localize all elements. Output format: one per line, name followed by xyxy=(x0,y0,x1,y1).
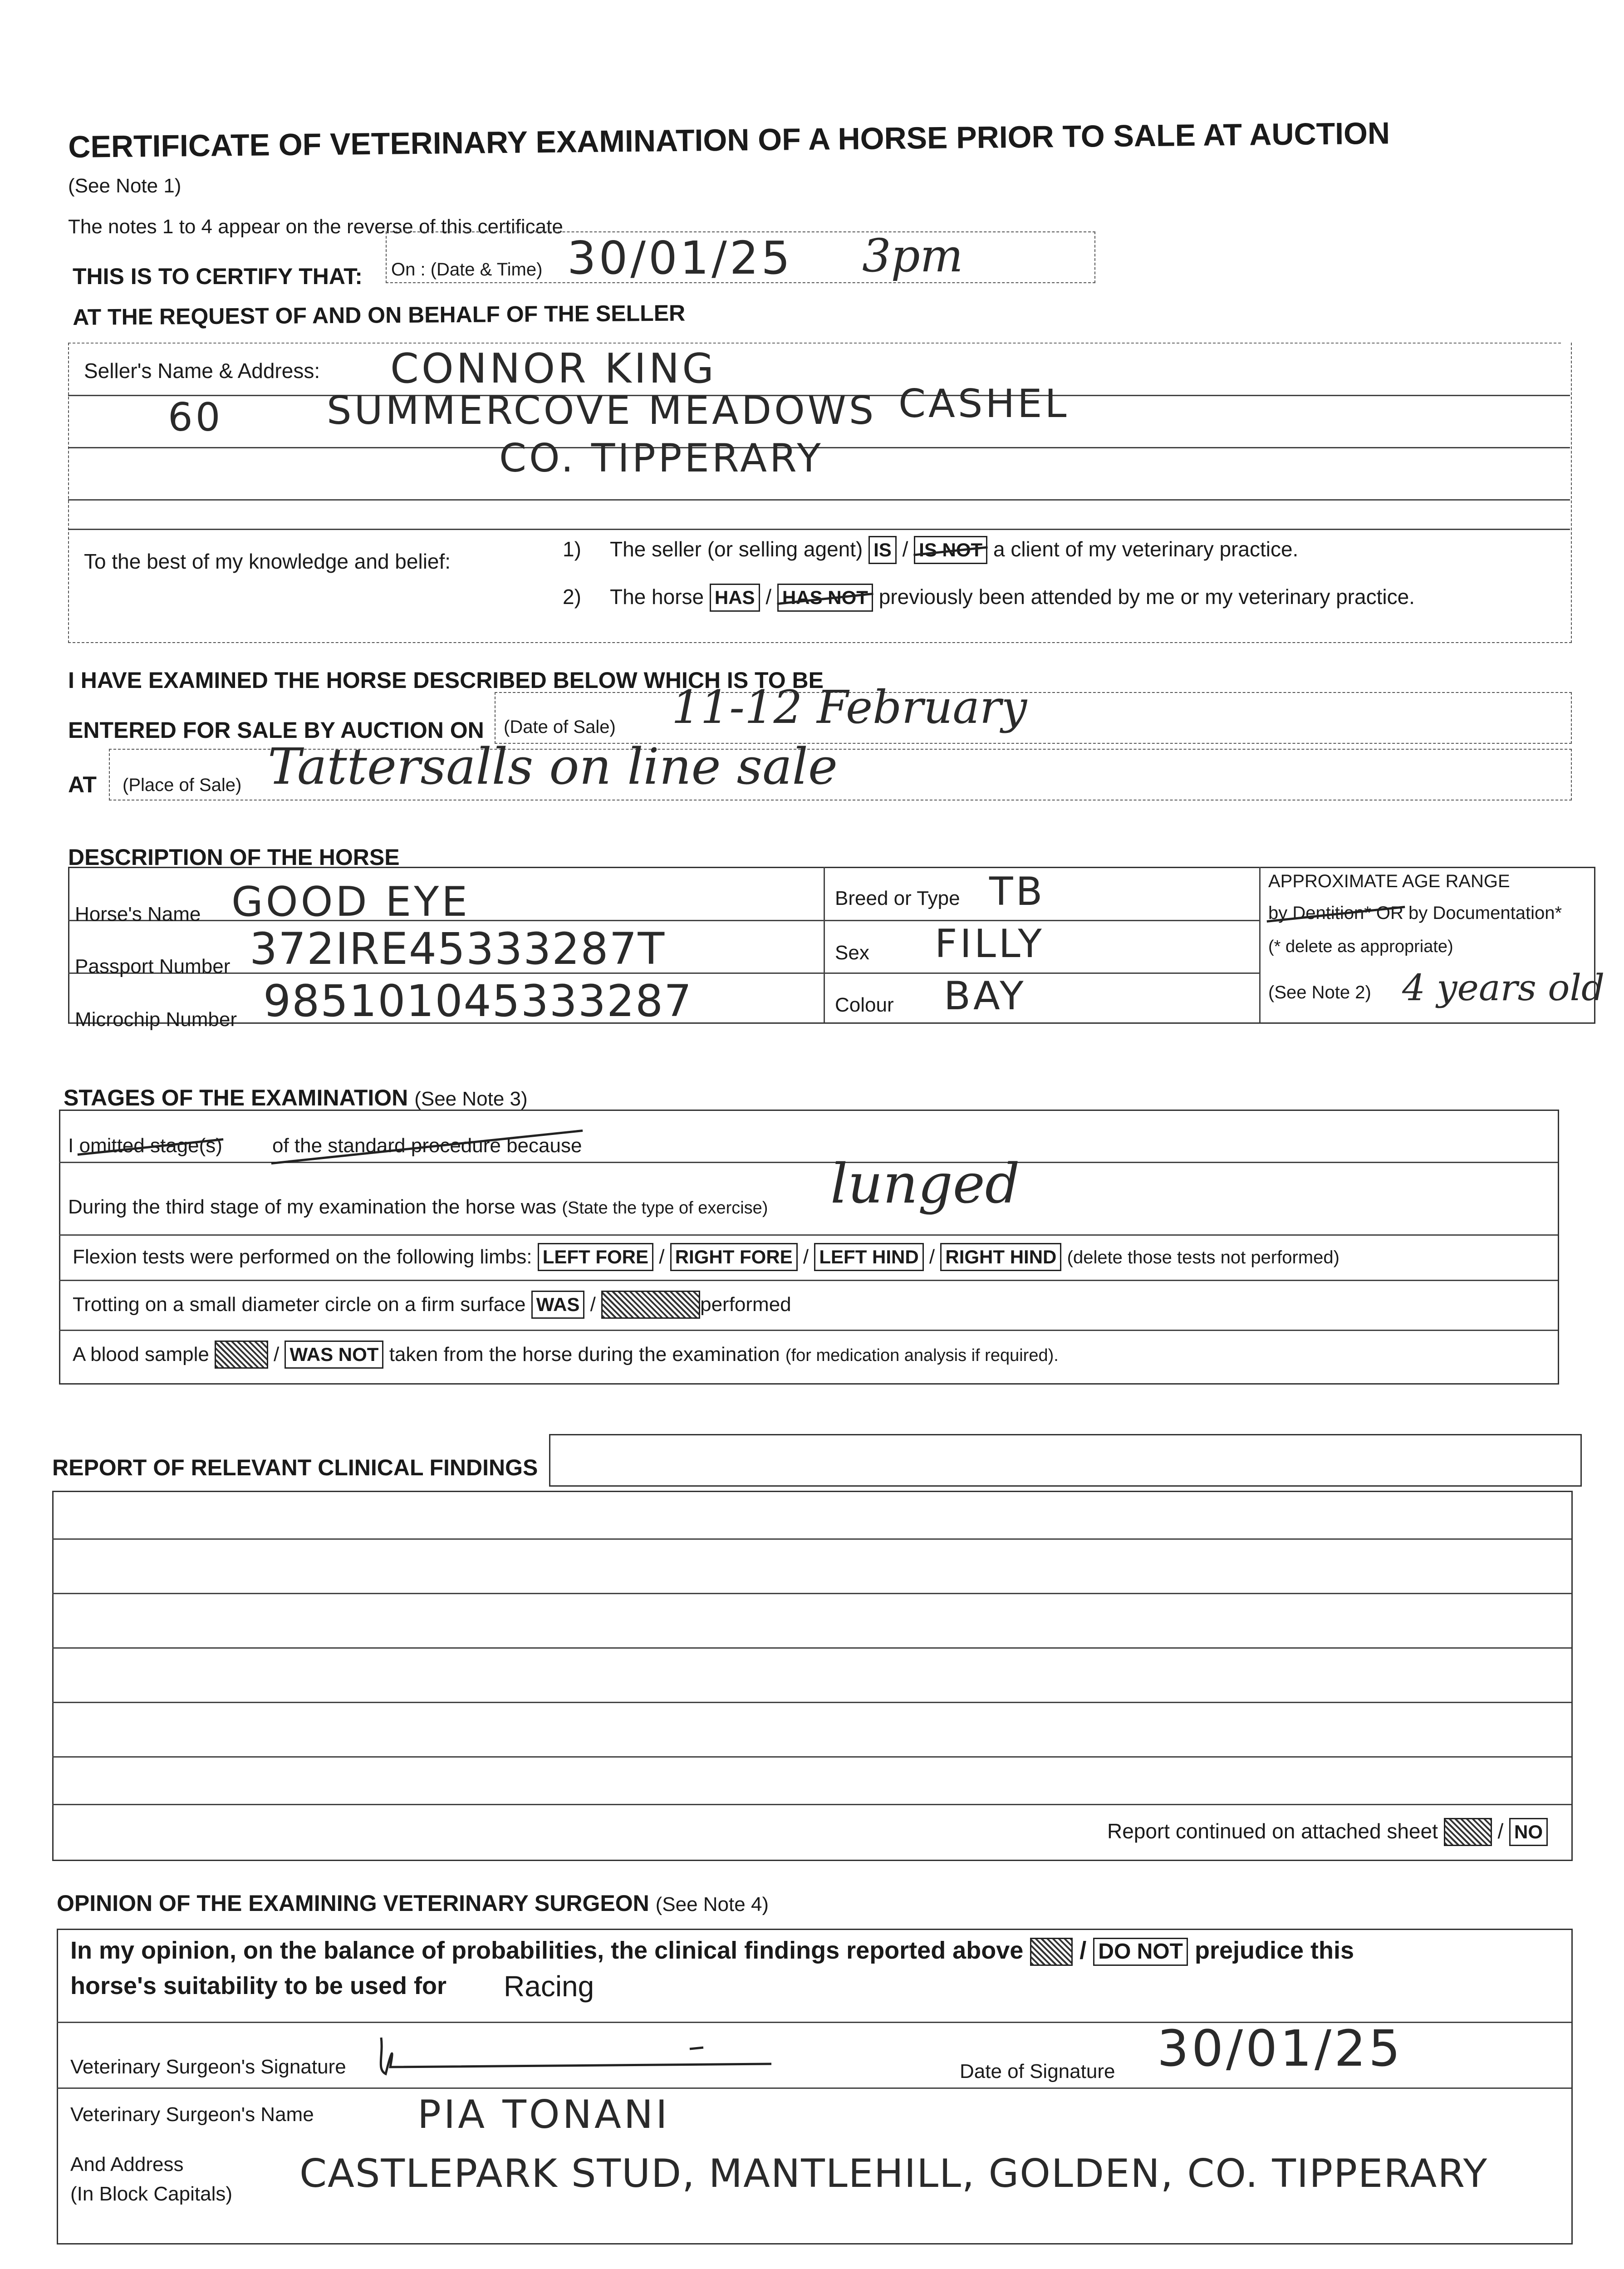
report-continued-label: Report continued on attached sheet xyxy=(1107,1819,1438,1843)
omitted-row xyxy=(68,1134,582,1157)
report-line-4 xyxy=(52,1702,1571,1703)
report-continued-yes[interactable] xyxy=(1444,1818,1492,1846)
item2-num: 2) xyxy=(563,585,581,609)
age-value[interactable]: 4 years old xyxy=(1402,967,1605,1009)
omitted-pre: I xyxy=(68,1134,74,1157)
report-line-3 xyxy=(52,1647,1571,1649)
request-label: AT THE REQUEST OF AND ON BEHALF OF THE SELLER xyxy=(73,300,686,330)
signature-stroke xyxy=(381,2038,771,2074)
signature-label: Veterinary Surgeon's Signature xyxy=(70,2056,346,2078)
report-table xyxy=(52,1491,1573,1861)
surgeon-name-label: Veterinary Surgeon's Name xyxy=(70,2103,314,2126)
seller-label: Seller's Name & Address: xyxy=(84,359,320,383)
trot-label: Trotting on a small diameter circle on a firm surface xyxy=(73,1293,526,1316)
flexion-note: (delete those tests not performed) xyxy=(1067,1247,1339,1267)
opinion-text-1: In my opinion, on the balance of probabilities, the clinical findings reported above xyxy=(70,1937,1024,1964)
desc-col-1 xyxy=(824,867,825,1022)
report-continued-row: Report continued on attached sheet / NO xyxy=(1107,1811,1548,1852)
on-label: On : (Date & Time) xyxy=(391,260,543,280)
opinion-do-not[interactable]: DO NOT xyxy=(1093,1938,1188,1966)
omitted-struck: omitted stage(s) xyxy=(79,1134,222,1157)
date-signature-label: Date of Signature xyxy=(960,2060,1115,2082)
horse-name-value[interactable]: GOOD EYE xyxy=(231,878,471,926)
trot-was[interactable]: WAS xyxy=(531,1291,585,1319)
opinion-see-note: (See Note 4) xyxy=(655,1893,769,1915)
surgeon-address-value[interactable]: CASTLEPARK STUD, MANTLEHILL, GOLDEN, CO. TIPPERARY xyxy=(299,2151,1488,2196)
age-see-note: (See Note 2) xyxy=(1268,982,1371,1002)
colour-label: Colour xyxy=(835,994,894,1016)
colour-value[interactable]: BAY xyxy=(944,973,1026,1019)
sale-place-label: (Place of Sale) xyxy=(123,775,242,795)
age-delete-note: (* delete as appropriate) xyxy=(1268,937,1453,956)
omitted-post: of the standard procedure because xyxy=(272,1134,582,1157)
age-heading: APPROXIMATE AGE RANGE xyxy=(1268,871,1510,891)
date-signature-value[interactable]: 30/01/25 xyxy=(1157,2019,1403,2077)
age-method xyxy=(1268,903,1562,923)
horse-name-label: Horse's Name xyxy=(75,903,201,925)
third-stage-value[interactable]: lunged xyxy=(830,1153,1020,1216)
examined-heading: I HAVE EXAMINED THE HORSE DESCRIBED BELOW WHICH IS TO BE xyxy=(68,668,824,693)
sale-place-value[interactable]: Tattersalls on line sale xyxy=(268,737,838,796)
opinion-text-2: prejudice this xyxy=(1194,1937,1354,1964)
desc-col-2 xyxy=(1259,867,1261,1022)
sale-date-value[interactable]: 11-12 February xyxy=(672,681,1027,734)
opinion-heading-row xyxy=(57,1890,769,1916)
flexion-row: Flexion tests were performed on the following limbs: LEFT FORE / RIGHT FORE / LEFT HIND / RIGHT HIND (delete those tests not performed) xyxy=(73,1234,1339,1280)
stages-row-4 xyxy=(59,1330,1558,1331)
trot-row: Trotting on a small diameter circle on a firm surface WAS / performed xyxy=(73,1282,791,1327)
on-time-value[interactable]: 3pm xyxy=(862,229,963,282)
report-line-6 xyxy=(52,1804,1571,1805)
blood-was-not[interactable]: WAS NOT xyxy=(285,1341,383,1369)
third-stage-row xyxy=(68,1196,768,1218)
report-line-1 xyxy=(52,1538,1571,1540)
seller-row-line-3 xyxy=(68,499,1570,501)
trot-post: performed xyxy=(700,1293,791,1316)
stages-see-note: (See Note 3) xyxy=(414,1088,528,1110)
microchip-value[interactable]: 985101045333287 xyxy=(263,976,693,1026)
breed-label: Breed or Type xyxy=(835,887,960,909)
age-by-dentition[interactable]: by Dentition* OR xyxy=(1268,903,1403,923)
signature-tick xyxy=(690,2048,703,2049)
suitability-label: horse's suitability to be used for xyxy=(70,1972,446,1999)
blood-was[interactable] xyxy=(215,1341,268,1369)
stages-heading: STAGES OF THE EXAMINATION xyxy=(64,1085,408,1110)
stages-heading-row xyxy=(64,1085,528,1111)
third-stage-note: (State the type of exercise) xyxy=(562,1198,768,1218)
report-continued-no[interactable]: NO xyxy=(1509,1818,1548,1846)
has-option[interactable]: HAS xyxy=(710,584,760,612)
item2-post: previously been attended by me or my veterinary practice. xyxy=(878,585,1415,609)
flex-left-fore[interactable]: LEFT FORE xyxy=(538,1243,653,1271)
flex-right-hind[interactable]: RIGHT HIND xyxy=(940,1243,1061,1271)
seller-address-street[interactable]: SUMMERCOVE MEADOWS xyxy=(327,388,877,433)
microchip-label: Microchip Number xyxy=(75,1008,237,1031)
age-by-documentation[interactable]: by Documentation* xyxy=(1408,903,1562,923)
at-label: AT xyxy=(68,772,97,797)
seller-address-town[interactable]: CASHEL xyxy=(898,381,1070,427)
breed-value[interactable]: TB xyxy=(989,869,1045,914)
seller-address-number[interactable]: 60 xyxy=(168,395,223,440)
opinion-heading: OPINION OF THE EXAMINING VETERINARY SURGEON xyxy=(57,1891,649,1916)
signature-mark xyxy=(372,2028,780,2078)
opinion-do[interactable] xyxy=(1030,1938,1073,1966)
entered-heading: ENTERED FOR SALE BY AUCTION ON xyxy=(68,717,484,743)
blood-note: (for medication analysis if required). xyxy=(785,1346,1059,1365)
blood-row: A blood sample / WAS NOT taken from the horse during the examination (for medication analysis if required). xyxy=(73,1334,1059,1376)
surgeon-name-value[interactable]: PIA TONANI xyxy=(417,2092,670,2137)
item1-post: a client of my veterinary practice. xyxy=(993,537,1299,561)
knowledge-label: To the best of my knowledge and belief: xyxy=(84,550,451,573)
certify-label: THIS IS TO CERTIFY THAT: xyxy=(73,264,363,289)
item1-pre: The seller (or selling agent) xyxy=(609,537,863,561)
report-line-2 xyxy=(52,1593,1571,1594)
is-option[interactable]: IS xyxy=(868,536,897,564)
opinion-statement: In my opinion, on the balance of probabilities, the clinical findings reported above / DO NOT prejudice this xyxy=(70,1933,1354,1968)
flex-right-fore[interactable]: RIGHT FORE xyxy=(670,1243,798,1271)
seller-address-county[interactable]: CO. TIPPERARY xyxy=(499,436,824,481)
item2-pre: The horse xyxy=(609,585,704,609)
trot-was-not[interactable] xyxy=(601,1291,700,1319)
report-heading: REPORT OF RELEVANT CLINICAL FINDINGS xyxy=(52,1455,538,1480)
item2-slash: / xyxy=(765,585,772,609)
seller-row-line-4 xyxy=(68,529,1570,530)
item1-num: 1) xyxy=(563,537,581,561)
on-date-value[interactable]: 30/01/25 xyxy=(567,231,793,285)
sale-date-box xyxy=(495,692,1572,744)
sale-date-label: (Date of Sale) xyxy=(504,717,616,737)
notes-line: The notes 1 to 4 appear on the reverse of this certificate xyxy=(68,216,563,238)
sex-label: Sex xyxy=(835,942,869,964)
item1-slash: / xyxy=(902,537,908,561)
has-not-option[interactable]: HAS NOT xyxy=(777,584,873,612)
blood-label: A blood sample xyxy=(73,1343,209,1365)
passport-label: Passport Number xyxy=(75,955,231,977)
flex-left-hind[interactable]: LEFT HIND xyxy=(814,1243,923,1271)
report-heading-box xyxy=(549,1434,1582,1487)
address-label-1: And Address xyxy=(70,2153,184,2176)
see-note-1: (See Note 1) xyxy=(68,175,182,197)
suitability-value[interactable]: Racing xyxy=(504,1970,594,2003)
address-label-2: (In Block Capitals) xyxy=(70,2183,233,2205)
sex-value[interactable]: FILLY xyxy=(935,921,1045,967)
opinion-row-2 xyxy=(57,2087,1571,2089)
flexion-label: Flexion tests were performed on the following limbs: xyxy=(73,1246,532,1268)
seller-name-value[interactable]: CONNOR KING xyxy=(390,345,716,393)
seller-client-statement xyxy=(563,533,1298,565)
passport-value[interactable]: 372IRE45333287T xyxy=(250,923,666,974)
blood-post: taken from the horse during the examination xyxy=(389,1343,780,1365)
report-line-5 xyxy=(52,1756,1571,1758)
third-stage-label: During the third stage of my examination the horse was xyxy=(68,1196,557,1218)
horse-attended-statement xyxy=(563,581,1415,613)
is-not-option[interactable]: IS NOT xyxy=(914,536,987,564)
description-heading: DESCRIPTION OF THE HORSE xyxy=(68,845,400,870)
page-title: CERTIFICATE OF VETERINARY EXAMINATION OF A HORSE PRIOR TO SALE AT AUCTION xyxy=(68,116,1390,164)
